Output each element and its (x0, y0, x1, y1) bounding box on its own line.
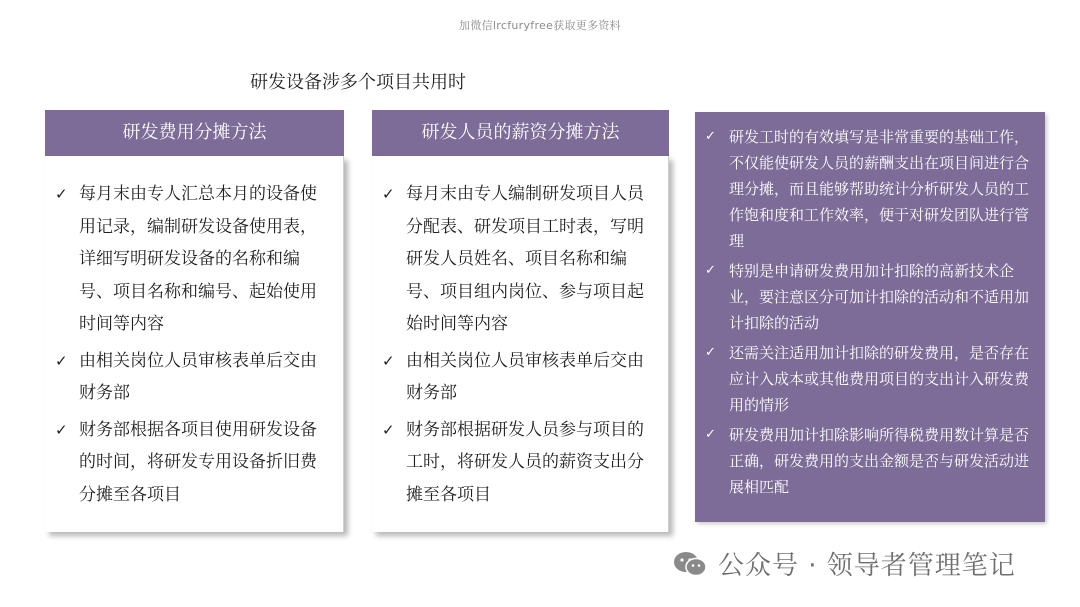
list-item (705, 258, 1035, 336)
notes-panel (695, 112, 1045, 522)
list-item (382, 414, 658, 512)
check-icon: ✓ (382, 351, 395, 370)
list-item-text: 由相关岗位人员审核表单后交由财务部 (79, 350, 317, 403)
list-item-text: 财务部根据研发人员参与项目的工时，将研发人员的薪资支出分摊至各项目 (406, 419, 644, 505)
check-icon: ✓ (705, 345, 716, 360)
list-item-text: 财务部根据各项目使用研发设备的时间，将研发专用设备折旧费分摊至各项目 (79, 419, 317, 505)
check-icon: ✓ (55, 351, 68, 370)
wechat-icon (672, 550, 708, 578)
column-body (45, 156, 344, 532)
column-salary-allocation (372, 110, 669, 505)
note-text: 还需关注适用加计扣除的研发费用，是否存在应计入成本或其他费用项目的支出计入研发费用的情形 (729, 344, 1030, 414)
slide-title: 研发设备涉多个项目共用时 (250, 72, 466, 93)
column-header: 研发费用分摊方法 (45, 110, 344, 156)
item-list (45, 156, 343, 511)
list-item (55, 414, 333, 512)
check-icon: ✓ (55, 185, 68, 203)
check-icon: ✓ (705, 129, 716, 144)
list-item (382, 345, 658, 410)
watermark (672, 545, 1016, 582)
check-icon: ✓ (705, 263, 716, 278)
column-body (372, 156, 669, 532)
item-list (372, 156, 668, 511)
list-item-text: 每月末由专人编制研发项目人员分配表、研发项目工时表，写明研发人员姓名、项目名称和编号、项目组内岗位、参与项目起始时间等内容 (406, 184, 644, 334)
column-header: 研发人员的薪资分摊方法 (372, 110, 669, 156)
check-icon: ✓ (55, 420, 68, 439)
check-icon: ✓ (382, 420, 395, 439)
note-text: 研发费用加计扣除影响所得税费用数计算是否正确，研发费用的支出金额是否与研发活动进展相匹配 (729, 426, 1030, 496)
list-item (55, 178, 333, 341)
list-item (382, 178, 658, 341)
note-text: 特别是申请研发费用加计扣除的高新技术企业，要注意区分可加计扣除的活动和不适用加计扣除的活动 (729, 262, 1030, 332)
list-item (705, 124, 1035, 254)
column-equipment-allocation (45, 110, 344, 505)
check-icon: ✓ (382, 185, 395, 203)
note-text: 研发工时的有效填写是非常重要的基础工作，不仅能使研发人员的薪酬支出在项目间进行合理分摊，而且能够帮助统计分析研发人员的工作饱和度和工作效率，便于对研发团队进行管理 (729, 128, 1030, 250)
top-note: 加微信lrcfuryfree获取更多资料 (459, 19, 621, 32)
list-item (55, 345, 333, 410)
list-item-text: 每月末由专人汇总本月的设备使用记录，编制研发设备使用表，详细写明研发设备的名称和编号、项目名称和编号、起始使用时间等内容 (79, 184, 317, 334)
notes-list (695, 112, 1045, 500)
check-icon: ✓ (705, 427, 716, 442)
list-item (705, 422, 1035, 500)
list-item-text: 由相关岗位人员审核表单后交由财务部 (406, 350, 644, 403)
watermark-text: 公众号 · 领导者管理笔记 (718, 551, 1016, 581)
list-item (705, 340, 1035, 418)
